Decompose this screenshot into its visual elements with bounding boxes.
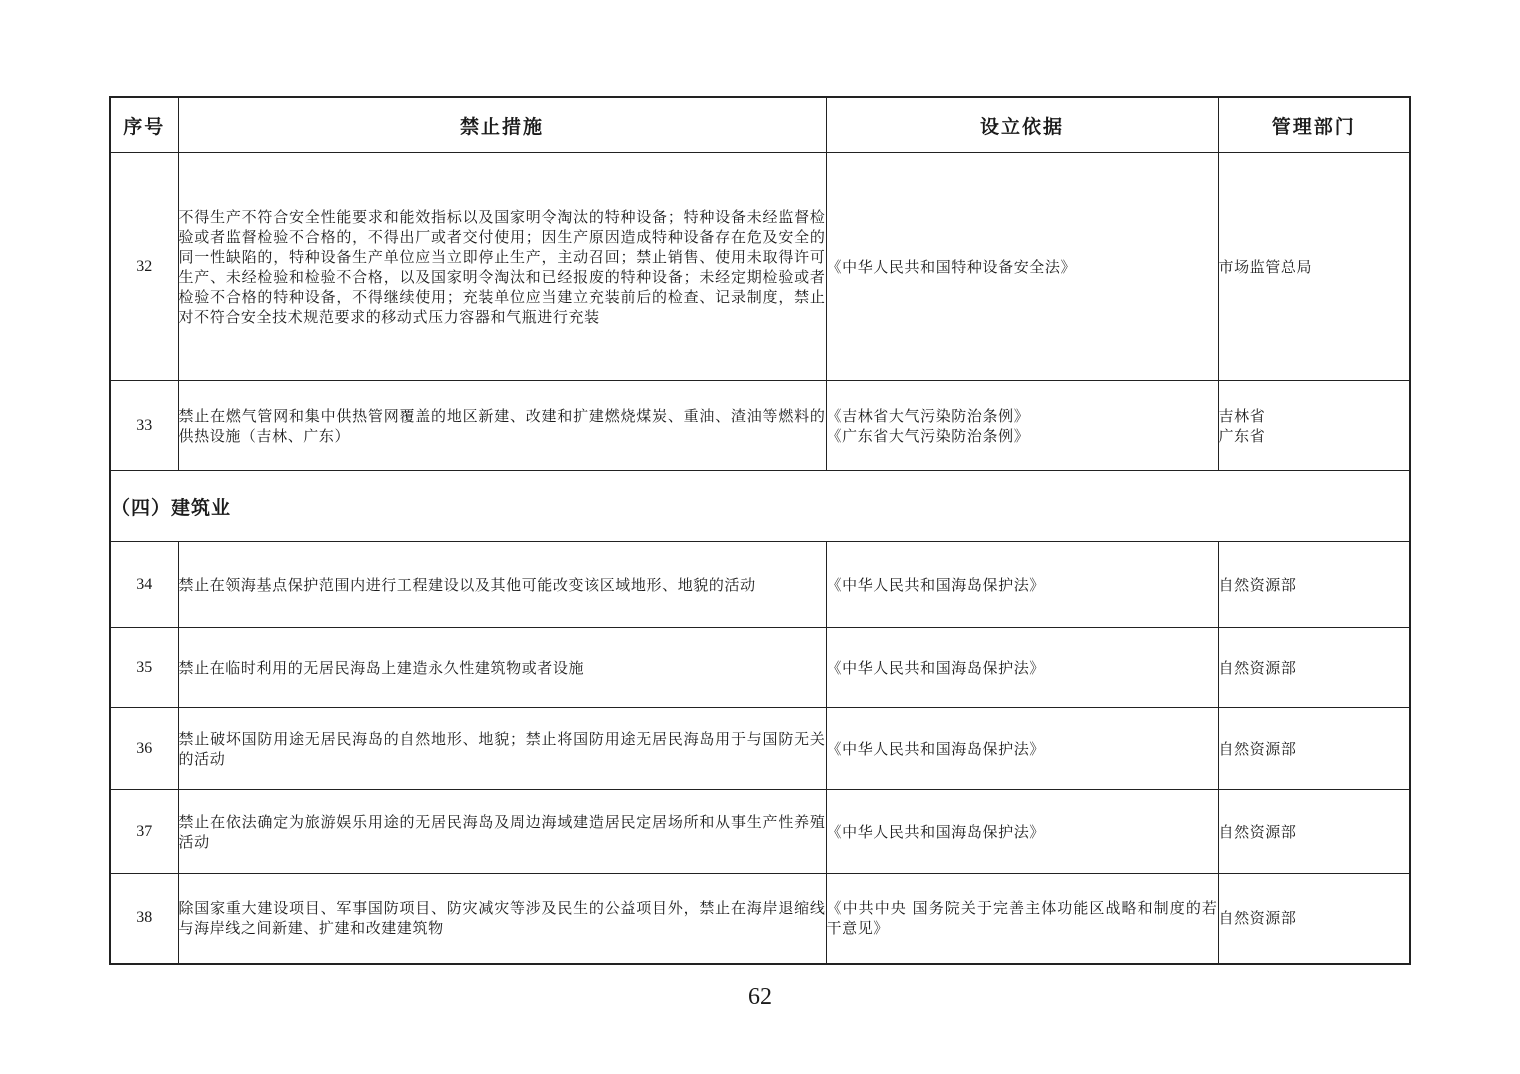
basis-line: 《吉林省大气污染防治条例》 (826, 406, 1030, 425)
basis-line: 《中华人民共和国海岛保护法》 (826, 739, 1045, 758)
row-number: 32 (110, 153, 178, 381)
row-measure: 禁止在燃气管网和集中供热管网覆盖的地区新建、改建和扩建燃烧煤炭、重油、渣油等燃料的供热设施（吉林、广东） (178, 381, 826, 471)
section-title: （四）建筑业 (110, 471, 1410, 542)
row-department (1218, 628, 1410, 708)
row-basis (826, 628, 1218, 708)
basis-line: 《中共中央 国务院关于完善主体功能区战略和制度的若干意见》 (826, 899, 1218, 938)
row-basis (826, 542, 1218, 628)
table-row (110, 874, 1410, 964)
department-line: 市场监管总局 (1218, 257, 1313, 276)
row-basis (826, 153, 1218, 381)
row-basis (826, 381, 1218, 471)
basis-line: 《中华人民共和国海岛保护法》 (826, 822, 1045, 841)
table-header-row (110, 97, 1410, 153)
row-measure: 不得生产不符合安全性能要求和能效指标以及国家明令淘汰的特种设备；特种设备未经监督检验或者监督检验不合格的，不得出厂或者交付使用；因生产原因造成特种设备存在危及安全的同一性缺陷的，特种设备生产单位应当立即停止生产，主动召回；禁止销售、使用未取得许可生产、未经检验和检验不合格，以及国家明令淘汰和已经报废的特种设备；未经定期检验或者检验不合格的特种设备，不得继续使用；充装单位应当建立充装前后的检查、记录制度，禁止对不符合安全技术规范要求的移动式压力容器和气瓶进行充装 (178, 153, 826, 381)
table-row (110, 790, 1410, 874)
row-number: 36 (110, 708, 178, 790)
row-basis (826, 874, 1218, 964)
row-number: 34 (110, 542, 178, 628)
row-department (1218, 153, 1410, 381)
header-basis: 设立依据 (826, 97, 1218, 153)
row-department (1218, 790, 1410, 874)
row-measure: 禁止在依法确定为旅游娱乐用途的无居民海岛及周边海域建造居民定居场所和从事生产性养殖活动 (178, 790, 826, 874)
row-department (1218, 542, 1410, 628)
row-measure: 禁止在领海基点保护范围内进行工程建设以及其他可能改变该区域地形、地貌的活动 (178, 542, 826, 628)
table-row (110, 381, 1410, 471)
row-department (1218, 708, 1410, 790)
header-number: 序号 (110, 97, 178, 153)
row-number: 38 (110, 874, 178, 964)
row-department (1218, 874, 1410, 964)
department-line: 自然资源部 (1218, 658, 1297, 677)
department-line: 自然资源部 (1218, 739, 1297, 758)
department-line: 广东省 (1218, 426, 1266, 445)
row-number: 37 (110, 790, 178, 874)
header-measure: 禁止措施 (178, 97, 826, 153)
row-basis (826, 708, 1218, 790)
department-line: 自然资源部 (1218, 575, 1297, 594)
row-basis (826, 790, 1218, 874)
department-line: 吉林省 (1218, 406, 1266, 425)
table-row (110, 708, 1410, 790)
row-number: 33 (110, 381, 178, 471)
basis-line: 《中华人民共和国海岛保护法》 (826, 575, 1045, 594)
table-row (110, 628, 1410, 708)
basis-line: 《中华人民共和国特种设备安全法》 (826, 257, 1077, 276)
table-row (110, 542, 1410, 628)
table-row (110, 153, 1410, 381)
row-measure: 禁止破坏国防用途无居民海岛的自然地形、地貌；禁止将国防用途无居民海岛用于与国防无关的活动 (178, 708, 826, 790)
basis-line: 《广东省大气污染防治条例》 (826, 426, 1030, 445)
header-department: 管理部门 (1218, 97, 1410, 153)
section-row (110, 471, 1410, 542)
department-line: 自然资源部 (1218, 822, 1297, 841)
basis-line: 《中华人民共和国海岛保护法》 (826, 658, 1045, 677)
row-measure: 禁止在临时利用的无居民海岛上建造永久性建筑物或者设施 (178, 628, 826, 708)
row-measure: 除国家重大建设项目、军事国防项目、防灾减灾等涉及民生的公益项目外，禁止在海岸退缩线与海岸线之间新建、扩建和改建建筑物 (178, 874, 826, 964)
department-line: 自然资源部 (1218, 909, 1297, 928)
row-department (1218, 381, 1410, 471)
prohibition-table (109, 96, 1411, 965)
row-number: 35 (110, 628, 178, 708)
page-number: 62 (748, 984, 772, 1010)
